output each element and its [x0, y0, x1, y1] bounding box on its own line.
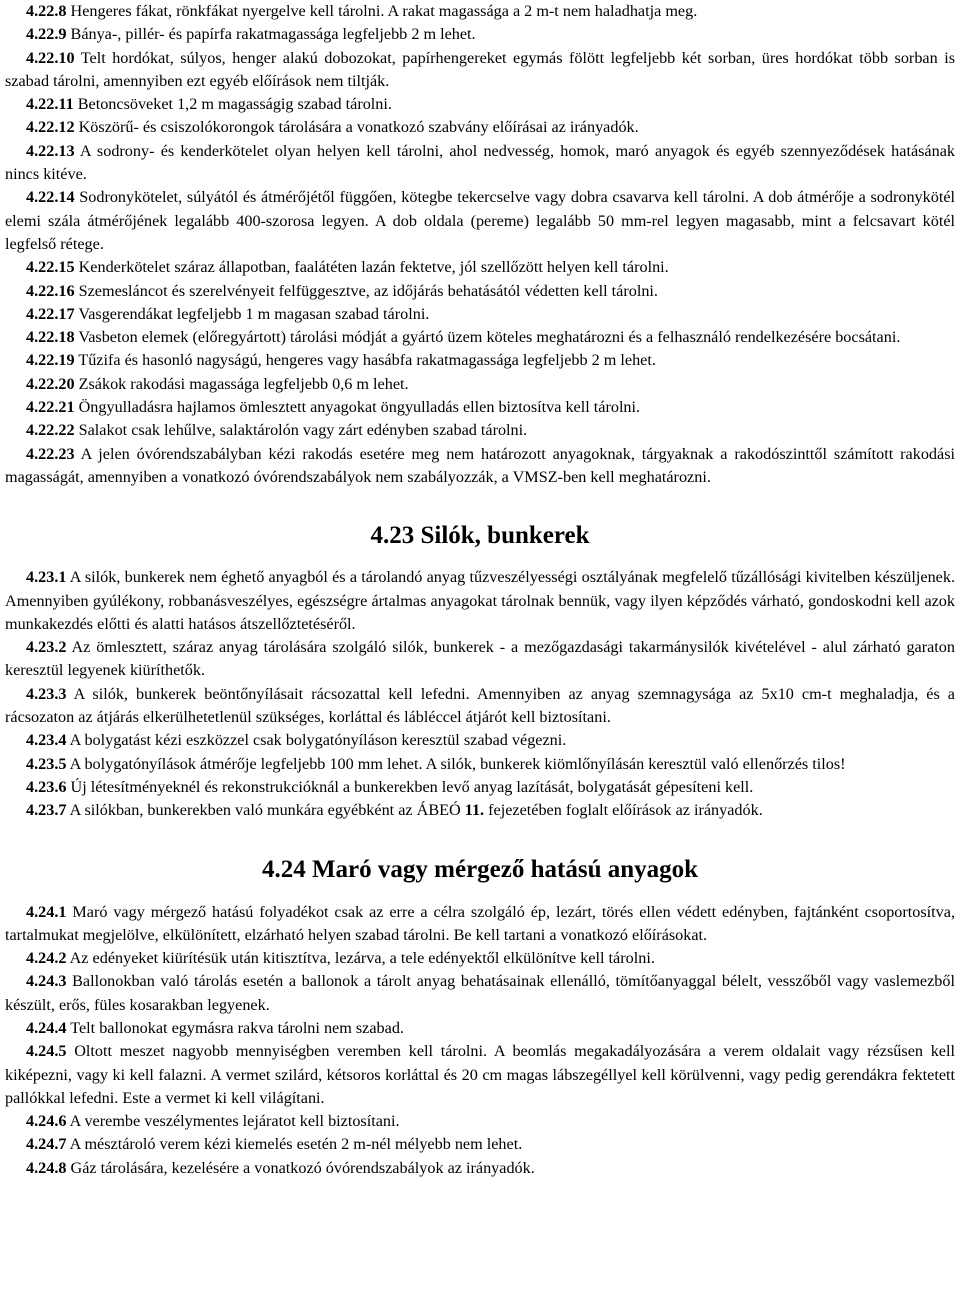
paragraph-4-22-19: [5, 349, 955, 372]
paragraph-number: 4.22.13: [26, 141, 75, 160]
paragraph-number: 4.22.20: [26, 374, 75, 393]
paragraph-number: 4.24.7: [26, 1135, 67, 1154]
paragraph-4-22-23: [5, 443, 955, 490]
paragraph-4-23-6: [5, 776, 955, 799]
paragraph-number: 4.24.1: [26, 902, 67, 921]
section-4-24-paragraphs: [5, 901, 955, 1181]
paragraph-number: 4.23.2: [26, 638, 67, 657]
paragraph-text: Hengeres fákat, rönkfákat nyergelve kell tárolni. A rakat magassága a 2 m-t nem haladhatja meg.: [66, 2, 698, 20]
paragraph-text: Salakot csak lehűlve, salaktárolón vagy zárt edényben szabad tárolni.: [74, 421, 528, 440]
paragraph-number: 4.22.9: [26, 25, 67, 44]
paragraph-text: A silókban, bunkerekben való munkára egyébként az ÁBEÓ: [66, 801, 465, 820]
paragraph-text: A mésztároló verem kézi kiemelés esetén 2 m-nél mélyebb nem lehet.: [66, 1135, 523, 1154]
paragraph-4-22-20: [5, 373, 955, 396]
paragraph-text: A silók, bunkerek nem éghető anyagból és a tárolandó anyag tűzveszélyességi osztályának megfelelő tűzállósági kivitelben készüljenek. Amennyiben gyúlékony, robbanásveszélyes, egészségre ártalmas anyagokat tárolnak bennük, vagy ilyen képződés várható, gondoskodni kell azok munkakezdés előtti és alatti hatásos átszellőztetéséről.: [5, 568, 955, 633]
paragraph-4-22-13: [5, 140, 955, 187]
paragraph-text: Tűzifa és hasonló nagyságú, hengeres vagy hasábfa rakatmagassága legfeljebb 2 m lehet.: [74, 351, 656, 370]
paragraph-4-22-15: [5, 256, 955, 279]
paragraph-text: A verembe veszélymentes lejáratot kell biztosítani.: [66, 1112, 400, 1131]
paragraph-number: 4.24.5: [26, 1042, 67, 1061]
paragraph-text: Oltott meszet nagyobb mennyiségben veremben kell tárolni. A beomlás megakadályozására a verem oldalait vagy rézsűsen kell kiképezni, vagy ki kell falazni. A vermet szilárd, kétsoros korláttal és 20 cm magas lábszegéllyel kell körülvenni, vagy pedig gerendákra fektetett pallókkal lefedni. Este a vermet ki kell világítani.: [5, 1042, 955, 1107]
paragraph-4-22-16: [5, 280, 955, 303]
paragraph-number: 4.23.4: [26, 731, 67, 750]
section-4-23-paragraphs: [5, 566, 955, 822]
paragraph-number: 4.24.3: [26, 972, 67, 991]
paragraph-number: 4.24.4: [26, 1018, 67, 1037]
paragraph-4-23-7: [5, 799, 955, 822]
paragraph-number: 4.22.10: [26, 48, 75, 67]
paragraph-number: 4.22.8: [26, 2, 67, 20]
paragraph-text: Köszörű- és csiszolókorongok tárolására a vonatkozó szabvány előírásai az irányadók.: [74, 118, 639, 137]
paragraph-number: 4.22.16: [26, 281, 75, 300]
paragraph-4-22-11: [5, 93, 955, 116]
paragraph-number: 4.23.3: [26, 684, 67, 703]
paragraph-text: Szemesláncot és szerelvényeit felfüggesztve, az időjárás behatásától védetten kell tárolni.: [74, 281, 658, 300]
paragraph-number: 4.22.19: [26, 351, 75, 370]
paragraph-4-22-17: [5, 303, 955, 326]
paragraph-4-24-1: [5, 901, 955, 948]
paragraph-4-22-12: [5, 116, 955, 139]
paragraph-4-24-3: [5, 970, 955, 1017]
paragraph-number: 4.23.5: [26, 754, 67, 773]
paragraph-number: 4.22.12: [26, 118, 75, 137]
chapter-reference: 11.: [464, 801, 485, 820]
paragraph-text: Az edényeket kiürítésük után kitisztítva, lezárva, a tele edényektől elkülönítve kell tárolni.: [66, 949, 655, 968]
paragraph-text: Telt hordókat, súlyos, henger alakú dobozokat, papírhengereket egymás fölött legfeljebb két sorban, üres hordókat több sorban is szabad tárolni, amennyiben ezt egyéb előírások nem tiltják.: [5, 48, 955, 90]
paragraph-4-22-18: [5, 326, 955, 349]
paragraph-number: 4.22.11: [26, 95, 74, 114]
paragraph-text: Maró vagy mérgező hatású folyadékot csak az erre a célra szolgáló ép, lezárt, törés ellen védett edényben, fajtánként csoportosítva, tartalmukat megjelölve, elkülönített, elzárható helyen szabad tárolni. Be kell tartani a vonatkozó előírásokat.: [5, 902, 955, 944]
paragraph-4-22-21: [5, 396, 955, 419]
paragraph-4-22-9: [5, 23, 955, 46]
paragraph-text: Vasbeton elemek (előregyártott) tárolási módját a gyártó üzem köteles meghatározni és a felhasználó rendelkezésére bocsátani.: [74, 328, 901, 347]
heading-4-23: 4.23 Silók, bunkerek: [370, 522, 590, 550]
paragraph-text: Zsákok rakodási magassága legfeljebb 0,6 m lehet.: [74, 374, 409, 393]
paragraph-4-23-5: [5, 753, 955, 776]
paragraph-number: 4.22.23: [26, 444, 75, 463]
paragraph-4-24-2: [5, 947, 955, 970]
paragraph-text: Telt ballonokat egymásra rakva tárolni nem szabad.: [66, 1018, 404, 1037]
paragraph-4-24-7: [5, 1133, 955, 1156]
paragraph-text: A jelen óvórendszabályban kézi rakodás esetére meg nem határozott anyagoknak, tárgyaknak a rakodószinttől számított rakodási magasságát, amennyiben a vonatkozó óvórendszabályok nem szabályozzák, a VMSZ-ben kell meghatározni.: [5, 444, 955, 486]
paragraph-number: 4.23.1: [26, 568, 67, 587]
paragraph-number: 4.22.21: [26, 398, 75, 417]
paragraph-4-23-3: [5, 683, 955, 730]
paragraph-text: Az ömlesztett, száraz anyag tárolására szolgáló silók, bunkerek - a mezőgazdasági takarmánysilók kivételével - alul zárható garaton keresztül legyenek kiüríthetők.: [5, 638, 955, 680]
paragraph-number: 4.22.17: [26, 304, 75, 323]
paragraph-4-22-22: [5, 419, 955, 442]
paragraph-4-23-1: [5, 566, 955, 636]
paragraph-4-22-14: [5, 186, 955, 256]
paragraph-text: Sodronykötelet, súlyától és átmérőjétől függően, kötegbe tekercselve vagy dobra csavarva kell tárolni. A dob átmérője a sodronykötél elemi szála átmérőjének legalább 400-szorosa legyen. A dob oldala (pereme) legalább 50 mm-rel legyen magasabb, mint a felcsavart kötél legfelső rétege.: [5, 188, 955, 253]
paragraph-text: A sodrony- és kenderkötelet olyan helyen kell tárolni, ahol nedvesség, homok, maró anyagok és egyéb szennyeződések hatásának nincs kitéve.: [5, 141, 955, 184]
paragraph-4-22-8: [5, 0, 955, 23]
paragraph-text-tail: fejezetében foglalt előírások az irányadók.: [484, 801, 763, 820]
section-4-22-paragraphs: [5, 0, 955, 489]
paragraph-number: 4.24.6: [26, 1112, 67, 1131]
paragraph-number: 4.23.6: [26, 777, 67, 796]
paragraph-4-22-10: [5, 47, 955, 94]
paragraph-text: Öngyulladásra hajlamos ömlesztett anyagokat öngyulladás ellen biztosítva kell tárolni.: [74, 398, 641, 417]
paragraph-number: 4.23.7: [26, 801, 67, 820]
paragraph-4-24-5: [5, 1040, 955, 1110]
paragraph-4-24-4: [5, 1017, 955, 1040]
paragraph-number: 4.24.8: [26, 1158, 67, 1177]
paragraph-4-23-4: [5, 729, 955, 752]
paragraph-text: Kenderkötelet száraz állapotban, faalátéten lazán fektetve, jól szellőzött helyen kell tárolni.: [74, 258, 669, 277]
paragraph-text: A silók, bunkerek beöntőnyílásait rácsozattal kell lefedni. Amennyiben az anyag szemnagysága az 5x10 cm-t meghaladja, és a rácsozaton az átjárás elkerülhetetlenül szükséges, korláttal és lábléccel átjárót kell biztosítani.: [5, 684, 955, 727]
paragraph-text: Bánya-, pillér- és papírfa rakatmagassága legfeljebb 2 m lehet.: [66, 25, 476, 44]
paragraph-4-23-2: [5, 636, 955, 683]
paragraph-text: A bolygatást kézi eszközzel csak bolygatónyíláson keresztül szabad végezni.: [66, 731, 567, 750]
paragraph-text: Ballonokban való tárolás esetén a ballonok a tárolt anyag behatásainak ellenálló, tömítőanyaggal bélelt, vesszőből vagy vaslemezből készült, erős, füles kosarakban legyenek.: [5, 972, 955, 1014]
paragraph-text: A bolygatónyílások átmérője legfeljebb 100 mm lehet. A silók, bunkerek kiömlőnyílásán keresztül való ellenőrzés tilos!: [66, 754, 846, 773]
paragraph-text: Gáz tárolására, kezelésére a vonatkozó óvórendszabályok az irányadók.: [66, 1158, 535, 1177]
paragraph-number: 4.24.2: [26, 949, 67, 968]
paragraph-number: 4.22.18: [26, 328, 75, 347]
paragraph-number: 4.22.22: [26, 421, 75, 440]
paragraph-4-24-6: [5, 1110, 955, 1133]
paragraph-number: 4.22.15: [26, 258, 75, 277]
paragraph-text: Vasgerendákat legfeljebb 1 m magasan szabad tárolni.: [74, 304, 430, 323]
paragraph-number: 4.22.14: [26, 188, 75, 207]
paragraph-text: Új létesítményeknél és rekonstrukcióknál a bunkerekben levő anyag lazítását, bolygatását gépesíteni kell.: [66, 777, 754, 796]
paragraph-4-24-8: [5, 1157, 955, 1180]
heading-4-24: 4.24 Maró vagy mérgező hatású anyagok: [261, 855, 699, 883]
paragraph-text: Betoncsöveket 1,2 m magasságig szabad tárolni.: [73, 95, 392, 114]
